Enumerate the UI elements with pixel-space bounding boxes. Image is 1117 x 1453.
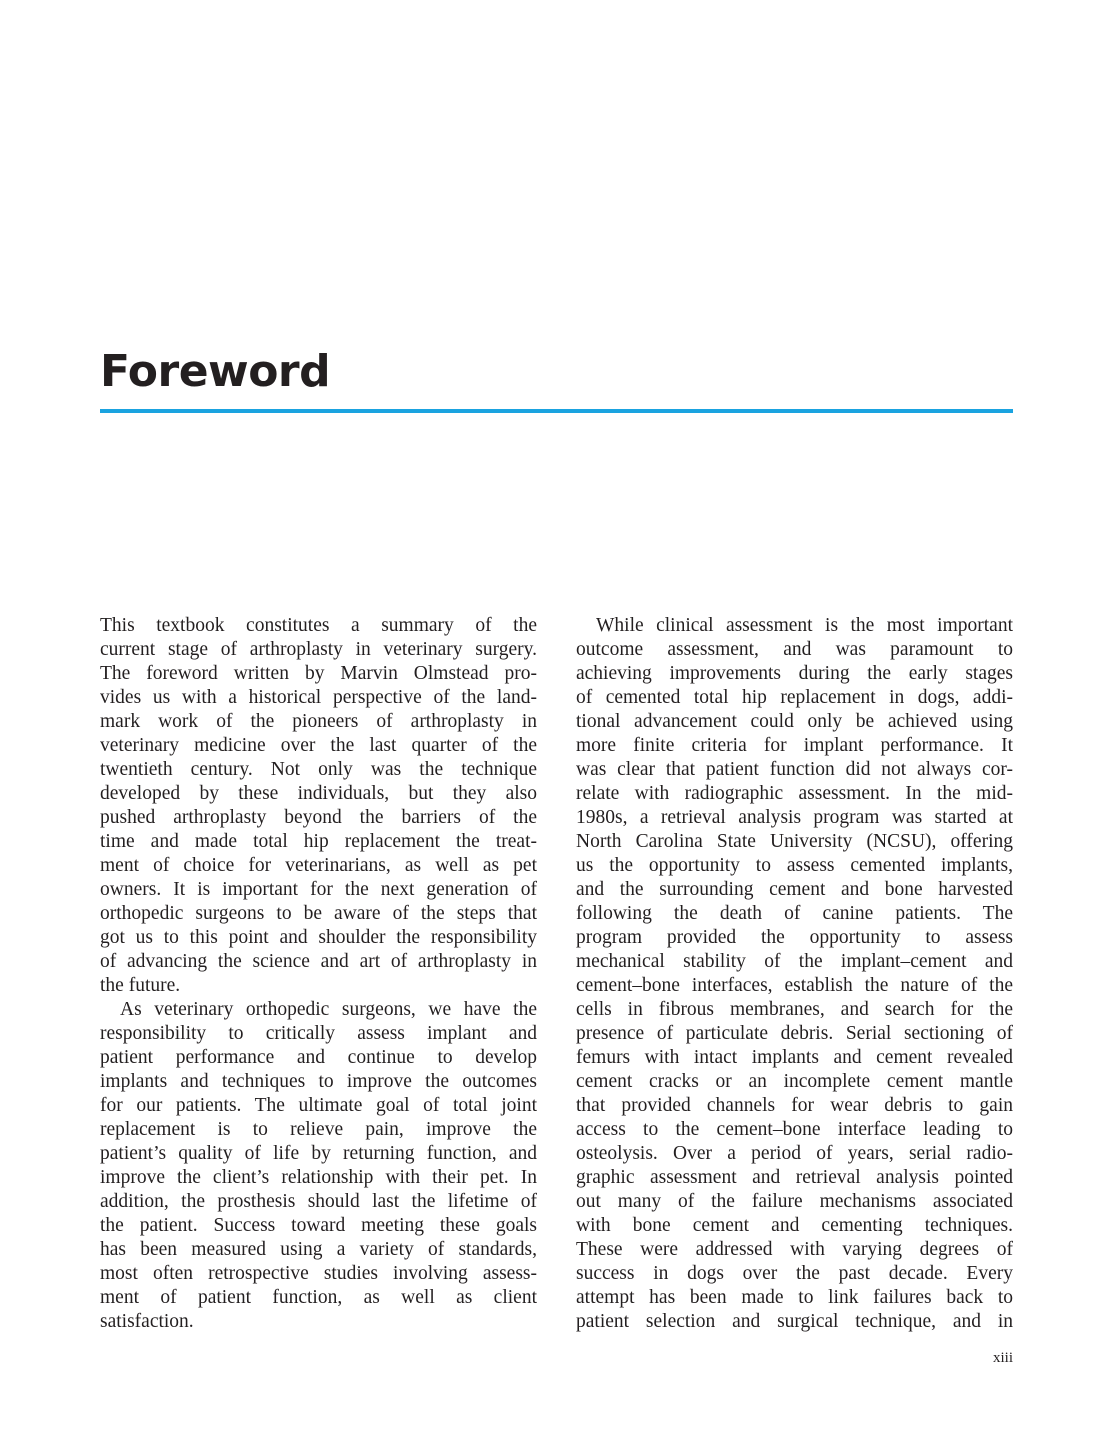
text-line: has been measured using a variety of standards, — [100, 1239, 537, 1260]
text-line: femurs with intact implants and cement revealed — [576, 1047, 1013, 1068]
text-line: the future. — [100, 975, 181, 996]
text-line: graphic assessment and retrieval analysis pointed — [576, 1167, 1013, 1188]
text-line: 1980s, a retrieval analysis program was started at — [576, 807, 1013, 828]
left-paragraph-2 — [100, 998, 537, 1334]
text-line: ment of choice for veterinarians, as well as pet — [100, 855, 537, 876]
text-line: the patient. Success toward meeting these goals — [100, 1215, 537, 1236]
text-line: program provided the opportunity to assess — [576, 927, 1013, 948]
text-line: most often retrospective studies involving assess- — [100, 1263, 537, 1284]
text-line: satisfaction. — [100, 1311, 194, 1332]
text-line: pushed arthroplasty beyond the barriers of the — [100, 807, 537, 828]
text-line: osteolysis. Over a period of years, serial radio- — [576, 1143, 1013, 1164]
text-line: orthopedic surgeons to be aware of the steps that — [100, 903, 537, 924]
text-line: for our patients. The ultimate goal of total joint — [100, 1095, 537, 1116]
text-line: more finite criteria for implant performance. It — [576, 735, 1013, 756]
text-line: replacement is to relieve pain, improve the — [100, 1119, 537, 1140]
text-line: access to the cement–bone interface leading to — [576, 1119, 1013, 1140]
text-line: patient performance and continue to develop — [100, 1047, 537, 1068]
text-line: cells in fibrous membranes, and search for the — [576, 999, 1013, 1020]
text-line: time and made total hip replacement the treat- — [100, 831, 537, 852]
text-line: achieving improvements during the early stages — [576, 663, 1013, 684]
text-line: vides us with a historical perspective of the land- — [100, 687, 537, 708]
text-line: outcome assessment, and was paramount to — [576, 639, 1013, 660]
text-line: cement–bone interfaces, establish the nature of the — [576, 975, 1013, 996]
text-line: of cemented total hip replacement in dogs, addi- — [576, 687, 1013, 708]
text-line: twentieth century. Not only was the technique — [100, 759, 537, 780]
text-line: improve the client’s relationship with their pet. In — [100, 1167, 537, 1188]
text-line: While clinical assessment is the most important — [596, 615, 1013, 636]
text-line: tional advancement could only be achieved using — [576, 711, 1013, 732]
text-line: veterinary medicine over the last quarter of the — [100, 735, 537, 756]
text-line: success in dogs over the past decade. Every — [576, 1263, 1013, 1284]
text-line: mechanical stability of the implant–cement and — [576, 951, 1013, 972]
text-line: was clear that patient function did not always cor- — [576, 759, 1013, 780]
page-title: Foreword — [100, 346, 331, 397]
text-line: developed by these individuals, but they also — [100, 783, 537, 804]
text-line: following the death of canine patients. The — [576, 903, 1013, 924]
text-line: ment of patient function, as well as client — [100, 1287, 537, 1308]
text-line: relate with radiographic assessment. In the mid- — [576, 783, 1013, 804]
text-line: got us to this point and shoulder the responsibility — [100, 927, 537, 948]
text-line: current stage of arthroplasty in veterinary surgery. — [100, 639, 537, 660]
text-line: responsibility to critically assess implant and — [100, 1023, 537, 1044]
text-line: The foreword written by Marvin Olmstead pro- — [100, 663, 537, 684]
text-line: presence of particulate debris. Serial sectioning of — [576, 1023, 1013, 1044]
left-column — [100, 614, 537, 1334]
text-line: and the surrounding cement and bone harvested — [576, 879, 1013, 900]
right-paragraph-1 — [576, 614, 1013, 1334]
text-line: addition, the prosthesis should last the lifetime of — [100, 1191, 537, 1212]
text-line: cement cracks or an incomplete cement mantle — [576, 1071, 1013, 1092]
text-line: attempt has been made to link failures back to — [576, 1287, 1013, 1308]
text-line: patient selection and surgical technique, and in — [576, 1311, 1013, 1332]
text-line: us the opportunity to assess cemented implants, — [576, 855, 1013, 876]
page-number: xiii — [992, 1350, 1013, 1366]
text-line: out many of the failure mechanisms associated — [576, 1191, 1013, 1212]
text-line: North Carolina State University (NCSU), offering — [576, 831, 1013, 852]
text-line: implants and techniques to improve the outcomes — [100, 1071, 537, 1092]
text-line: These were addressed with varying degrees of — [576, 1239, 1013, 1260]
title-rule — [100, 409, 1013, 413]
text-line: This textbook constitutes a summary of the — [100, 615, 537, 636]
text-line: mark work of the pioneers of arthroplasty in — [100, 711, 537, 732]
left-paragraph-1 — [100, 614, 537, 998]
text-line: that provided channels for wear debris to gain — [576, 1095, 1013, 1116]
text-line: As veterinary orthopedic surgeons, we have the — [120, 999, 537, 1020]
right-column — [576, 614, 1013, 1334]
text-line: of advancing the science and art of arthroplasty in — [100, 951, 537, 972]
text-line: owners. It is important for the next generation of — [100, 879, 537, 900]
text-line: with bone cement and cementing techniques. — [576, 1215, 1013, 1236]
text-line: patient’s quality of life by returning function, and — [100, 1143, 537, 1164]
